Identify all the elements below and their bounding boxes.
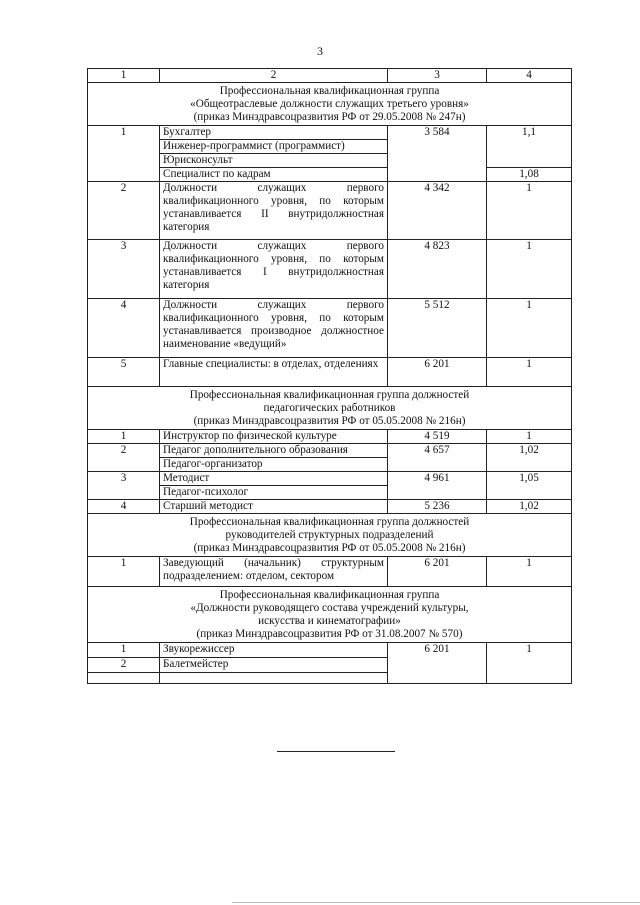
position-name: Инженер-программист (программист)	[160, 140, 388, 154]
header-col-3: 3	[388, 69, 487, 83]
table-row	[88, 444, 572, 458]
row-number: 1	[88, 557, 160, 587]
row-number: 4	[88, 299, 160, 358]
group-title	[88, 514, 572, 557]
position-name: Методист	[160, 472, 388, 486]
row-number: 1	[88, 643, 160, 658]
coefficient: 1,08	[487, 168, 572, 182]
row-number: 2	[88, 444, 160, 472]
salary-amount: 4 519	[388, 430, 487, 444]
salary-amount: 4 823	[388, 240, 487, 299]
scan-edge-line	[232, 902, 640, 903]
group-title	[88, 387, 572, 430]
group-title-line: «Общеотраслевые должности служащих третьего уровня»	[190, 98, 469, 110]
salary-amount: 4 342	[388, 182, 487, 240]
group-title-line: (приказ Минздравсоцразвития РФ от 29.05.2008 № 247н)	[193, 111, 466, 123]
group-title-row	[88, 387, 572, 430]
salary-amount: 6 201	[388, 643, 487, 684]
position-name: Педагог-организатор	[160, 458, 388, 472]
row-number: 3	[88, 472, 160, 500]
group-title-line: руководителей структурных подразделений	[225, 529, 434, 541]
table-row	[88, 557, 572, 587]
coefficient: 1	[487, 240, 572, 299]
row-number: 2	[88, 658, 160, 673]
row-number: 1	[88, 430, 160, 444]
table-row	[88, 299, 572, 358]
table-row	[88, 472, 572, 486]
row-number: 1	[88, 126, 160, 182]
table-row	[88, 240, 572, 299]
group-title-row	[88, 587, 572, 643]
coefficient: 1,02	[487, 444, 572, 472]
coefficient: 1	[487, 358, 572, 387]
coefficient: 1,02	[487, 500, 572, 514]
row-number: 2	[88, 182, 160, 240]
position-name: Педагог дополнительного образования	[160, 444, 388, 458]
salary-amount: 6 201	[388, 358, 487, 387]
coefficient: 1,05	[487, 472, 572, 500]
group-title-line: Профессиональная квалификационная группа должностей	[189, 389, 470, 401]
table-row	[88, 430, 572, 444]
header-col-2: 2	[160, 69, 388, 83]
salary-amount: 4 961	[388, 472, 487, 500]
table-row	[88, 500, 572, 514]
group-title	[88, 83, 572, 126]
position-name: Специалист по кадрам	[160, 168, 388, 182]
group-title-line: искусства и кинематографии»	[258, 615, 401, 627]
position-description: Заведующий (начальник) структурным подразделением: отделом, сектором	[160, 557, 388, 587]
position-name: Педагог-психолог	[160, 486, 388, 500]
position-description: Должности служащих первого квалификационного уровня, по которым устанавливается I внутридолжностная категория	[160, 240, 388, 299]
position-name: Звукорежиссер	[160, 643, 388, 658]
position-name: Юрисконсульт	[160, 154, 388, 168]
table-row	[88, 168, 572, 182]
empty-cell	[160, 673, 388, 684]
group-title-line: (приказ Минздравсоцразвития РФ от 31.08.2007 № 570)	[196, 628, 463, 640]
coefficient: 1,1	[487, 126, 572, 168]
table-row	[88, 126, 572, 140]
header-row	[88, 69, 572, 83]
group-title-line: Профессиональная квалификационная группа должностей	[189, 516, 470, 528]
row-number: 4	[88, 500, 160, 514]
position-description: Должности служащих первого квалификационного уровня, по которым устанавливается II внутридолжностная категория	[160, 182, 388, 240]
coefficient: 1	[487, 430, 572, 444]
page-number: 3	[317, 44, 323, 58]
table-row	[88, 643, 572, 658]
salary-amount: 6 201	[388, 557, 487, 587]
group-title-line: Профессиональная квалификационная группа	[219, 85, 440, 97]
group-title-line: (приказ Минздравсоцразвития РФ от 05.05.2008 № 216н)	[193, 542, 466, 554]
position-description: Должности служащих первого квалификационного уровня, по которым устанавливается производное должностное наименование «ведущий»	[160, 299, 388, 358]
row-number: 3	[88, 240, 160, 299]
header-col-4: 4	[487, 69, 572, 83]
position-name: Старший методист	[160, 500, 388, 514]
empty-cell	[88, 673, 160, 684]
group-title-line: педагогических работников	[263, 402, 396, 414]
position-name: Балетмейстер	[160, 658, 388, 673]
salary-amount: 5 236	[388, 500, 487, 514]
closing-rule	[277, 751, 395, 752]
table-row	[88, 358, 572, 387]
table-row	[88, 182, 572, 240]
coefficient: 1	[487, 299, 572, 358]
group-title-row	[88, 514, 572, 557]
salary-amount: 3 584	[388, 126, 487, 182]
row-number: 5	[88, 358, 160, 387]
group-title-line: Профессиональная квалификационная группа	[219, 589, 440, 601]
coefficient: 1	[487, 557, 572, 587]
coefficient: 1	[487, 182, 572, 240]
position-description: Главные специалисты: в отделах, отделениях	[160, 358, 388, 387]
position-name: Бухгалтер	[160, 126, 388, 140]
salary-amount: 4 657	[388, 444, 487, 472]
group-title-line: «Должности руководящего состава учреждений культуры,	[190, 602, 469, 614]
salary-table	[87, 68, 572, 684]
group-title-row	[88, 83, 572, 126]
coefficient: 1	[487, 643, 572, 684]
group-title	[88, 587, 572, 643]
group-title-line: (приказ Минздравсоцразвития РФ от 05.05.2008 № 216н)	[193, 415, 466, 427]
header-col-1: 1	[88, 69, 160, 83]
salary-amount: 5 512	[388, 299, 487, 358]
position-name: Инструктор по физической культуре	[160, 430, 388, 444]
